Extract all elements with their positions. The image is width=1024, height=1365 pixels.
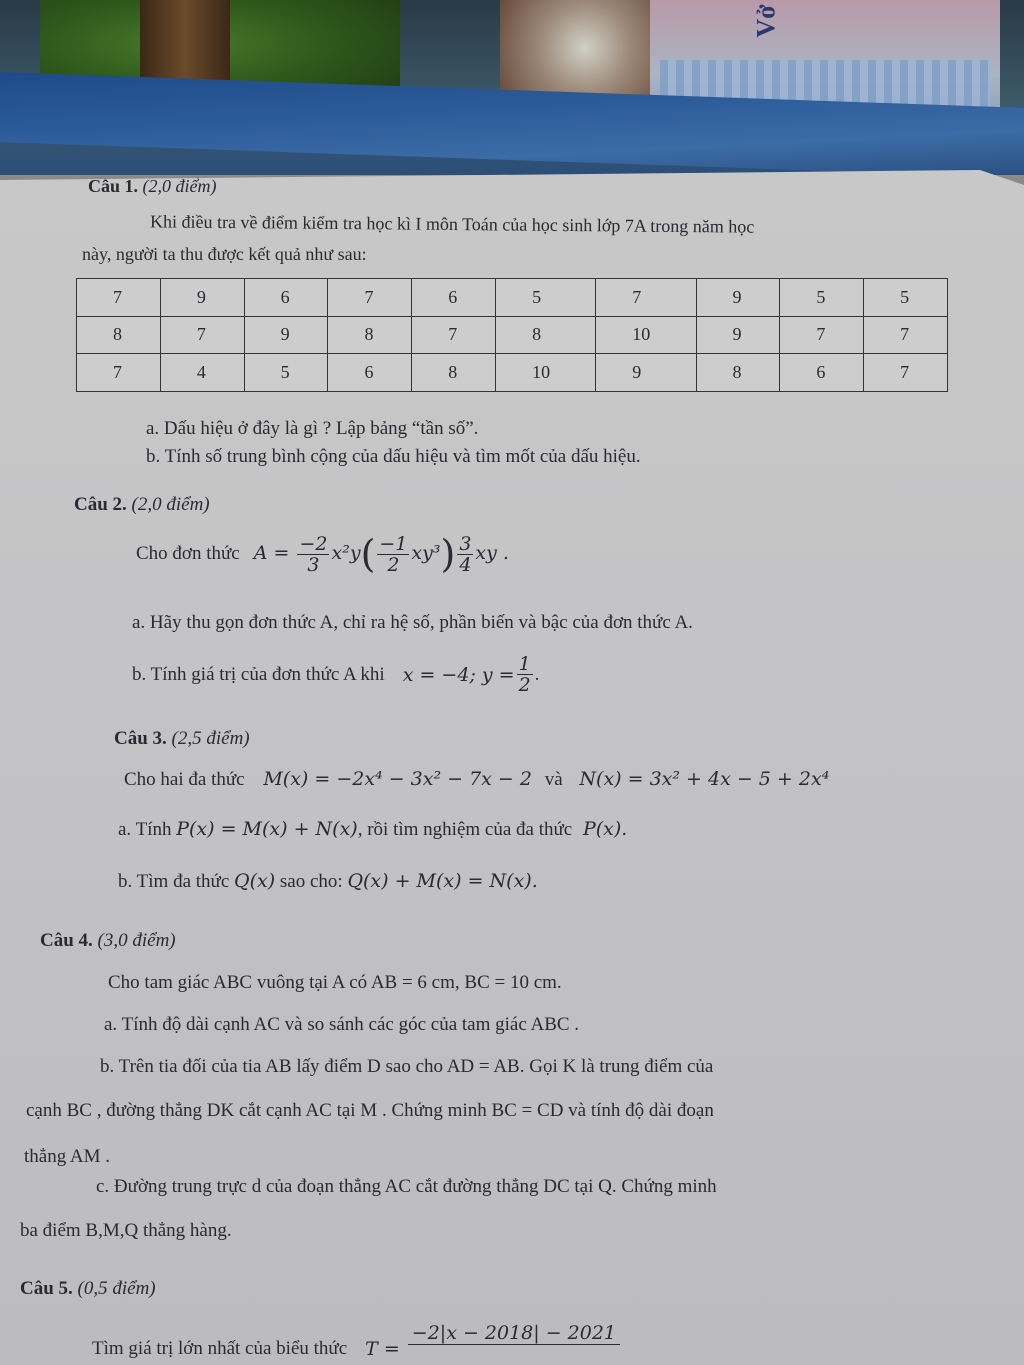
q2-monomial: A = $\frac{-2}{3}$ x²y( $\frac{-1}{2}$ xy³) $\frac{3}{4}$ xy . (253, 532, 509, 576)
table-cell: 7 (77, 279, 161, 317)
table-cell: 9 (596, 354, 696, 392)
table-cell: 7 (864, 316, 948, 354)
q4-heading (40, 930, 176, 952)
q2-part-b-math: x = −4; y = (402, 663, 515, 686)
q3-part-b (118, 870, 538, 893)
q3-title: Câu 3. (114, 728, 167, 749)
q3-part-a-px: P(x). (582, 818, 628, 840)
q1-intro-line1: Khi điều tra về điểm kiểm tra học kì I môn Toán của học sinh lớp 7A trong năm học (149, 211, 755, 237)
q3-intro (124, 768, 829, 791)
q3-polynomial-n: N(x) = 3x² + 4x − 5 + 2x⁴ (579, 768, 830, 790)
q2-part-b-text: b. Tính giá trị của đơn thức A khi (132, 663, 385, 685)
table-cell: 9 (696, 316, 780, 354)
q3-part-a-math: P(x) = M(x) + N(x) (176, 818, 358, 840)
q2-heading (74, 494, 210, 516)
q4-intro: Cho tam giác ABC vuông tại A có AB = 6 cm, BC = 10 cm. (108, 972, 562, 993)
q4-part-b-line1: b. Trên tia đối của tia AB lấy điểm D sao cho AD = AB. Gọi K là trung điểm của (100, 1056, 714, 1077)
table-cell: 7 (328, 279, 412, 317)
q1-title: Câu 1. (88, 176, 139, 196)
q2-half-fraction: $\frac{1}{2}$ (518, 653, 531, 696)
table-cell: 6 (328, 354, 412, 392)
table-cell: 5 (864, 279, 948, 317)
table-row (77, 354, 948, 392)
table-cell: 7 (596, 279, 696, 317)
table-cell: 8 (696, 354, 780, 392)
q3-heading (114, 728, 250, 750)
q4-part-b-line2: cạnh BC , đường thẳng DK cắt cạnh AC tại M . Chứng minh BC = CD và tính độ dài đoạn (26, 1100, 714, 1121)
table-cell: 5 (244, 354, 328, 392)
table-cell: 9 (160, 279, 244, 317)
table-row (77, 316, 948, 354)
q1-points: (2,0 điểm) (142, 176, 217, 196)
q1-intro-line2: này, người ta thu được kết quả như sau: (82, 244, 367, 264)
q3-part-b-math: Q(x) + M(x) = N(x). (347, 870, 538, 892)
q4-part-a: a. Tính độ dài cạnh AC và so sánh các góc của tam giác ABC . (104, 1014, 580, 1035)
table-cell: 7 (412, 316, 496, 354)
table-cell: 5 (780, 279, 864, 317)
table-cell: 8 (412, 354, 496, 392)
q2-points: (2,0 điểm) (131, 494, 210, 515)
notebook-label: Vở (751, 4, 781, 38)
q2-intro-text: Cho đơn thức (136, 543, 240, 564)
table-cell: 9 (696, 279, 780, 317)
q2-title: Câu 2. (74, 494, 127, 515)
q5-heading (20, 1278, 156, 1300)
q3-part-a-suffix: , rồi tìm nghiệm của đa thức (357, 819, 573, 840)
q5-points: (0,5 điểm) (77, 1278, 156, 1299)
q3-and: và (544, 769, 563, 790)
q4-points: (3,0 điểm) (97, 930, 176, 951)
table-cell: 7 (160, 316, 244, 354)
table-cell: 7 (864, 354, 948, 392)
table-cell: 6 (780, 354, 864, 392)
q1-part-b: b. Tính số trung bình cộng của dấu hiệu và tìm mốt của dấu hiệu. (146, 446, 641, 467)
q2-intro (136, 532, 509, 576)
table-cell: 10 (596, 316, 696, 354)
q1-data-table (76, 278, 948, 392)
table-cell: 7 (780, 316, 864, 354)
table-cell: 6 (244, 279, 328, 317)
table-cell: 9 (244, 316, 328, 354)
table-cell: 10 (496, 354, 596, 392)
q3-part-a (118, 818, 627, 841)
table-cell: 4 (160, 354, 244, 392)
q3-points: (2,5 điểm) (171, 728, 250, 749)
q3-part-b-prefix: b. Tìm đa thức (118, 871, 230, 892)
q5-intro-text: Tìm giá trị lớn nhất của biểu thức (92, 1338, 348, 1359)
q4-title: Câu 4. (40, 930, 93, 951)
q1-heading (88, 176, 217, 197)
table-cell: 6 (412, 279, 496, 317)
q2-part-b: b. Tính giá trị của đơn thức A khi x = −4; y = $\frac{1}{2}$ . (132, 653, 540, 696)
q3-intro-text: Cho hai đa thức (124, 769, 245, 790)
q3-polynomial-m: M(x) = −2x⁴ − 3x² − 7x − 2 (263, 768, 532, 790)
table-cell: 8 (328, 316, 412, 354)
q1-part-a: a. Dấu hiệu ở đây là gì ? Lập bảng “tần số”. (146, 418, 479, 439)
q5-title: Câu 5. (20, 1278, 73, 1299)
table-cell: 7 (77, 354, 161, 392)
q5-intro (92, 1322, 620, 1360)
q5-t-equals: T = (365, 1338, 400, 1360)
q3-part-a-prefix: a. Tính (118, 819, 172, 840)
q4-part-c-line2: ba điểm B,M,Q thẳng hàng. (20, 1220, 232, 1241)
table-cell: 8 (77, 316, 161, 354)
q4-part-c-line1: c. Đường trung trực d của đoạn thẳng AC cắt đường thẳng DC tại Q. Chứng minh (96, 1176, 717, 1197)
table-row (77, 279, 948, 317)
q5-t-numerator: −2|x − 2018| − 2021 (408, 1322, 620, 1345)
table-cell: 8 (496, 316, 596, 354)
table-cell: 5 (496, 279, 596, 317)
q4-part-b-line3: thẳng AM . (24, 1146, 111, 1167)
book-cover (0, 0, 1024, 175)
q2-part-a: a. Hãy thu gọn đơn thức A, chỉ ra hệ số, phần biến và bậc của đơn thức A. (132, 612, 693, 633)
q3-part-b-q: Q(x) (234, 870, 276, 892)
q3-part-b-mid: sao cho: (279, 871, 343, 892)
